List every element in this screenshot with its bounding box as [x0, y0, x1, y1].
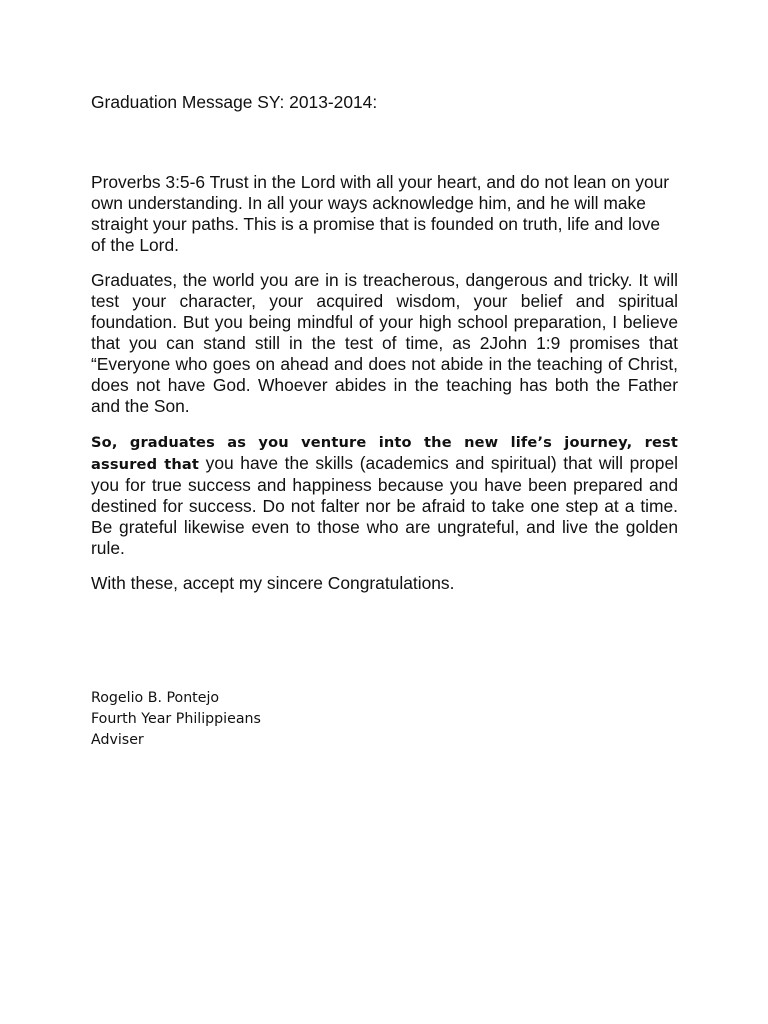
paragraph-graduates-world: Graduates, the world you are in is treacherous, dangerous and tricky. It will test your character, your acquired wisdom, your belief and spiritual foundation. But you being mindful of your high school preparation, I believe that you can stand still in the test of time, as 2John 1:9 promises that “Everyone who goes on ahead and does not abide in the teaching of Christ, does not have God. Whoever abides in the teaching has both the Father and the Son. — [91, 270, 678, 416]
paragraph-venture-bold-lead: So, graduates as you venture into the new life’s journey, rest assured that — [91, 434, 678, 473]
paragraph-congratulations: With these, accept my sincere Congratulations. — [91, 573, 455, 593]
signature-section: Fourth Year Philippieans — [91, 711, 261, 727]
paragraph-venture — [91, 431, 678, 559]
paragraph-venture-rest: you have the skills (academics and spiritual) that will propel you for true success and happiness because you have been prepared and destined for success. Do not falter nor be afraid to take one step at a time. Be grateful likewise even to those who are ungrateful, and live the golden rule. — [91, 453, 678, 558]
signature-block — [91, 688, 261, 751]
document-title: Graduation Message SY: 2013-2014: — [91, 92, 378, 112]
signature-name: Rogelio B. Pontejo — [91, 690, 220, 706]
document-body — [91, 92, 678, 594]
signature-role: Adviser — [91, 732, 144, 748]
paragraph-proverbs: Proverbs 3:5-6 Trust in the Lord with all your heart, and do not lean on your own understanding. In all your ways acknowledge him, and he will make straight your paths. This is a promise that is founded on truth, life and love of the Lord. — [91, 172, 670, 255]
